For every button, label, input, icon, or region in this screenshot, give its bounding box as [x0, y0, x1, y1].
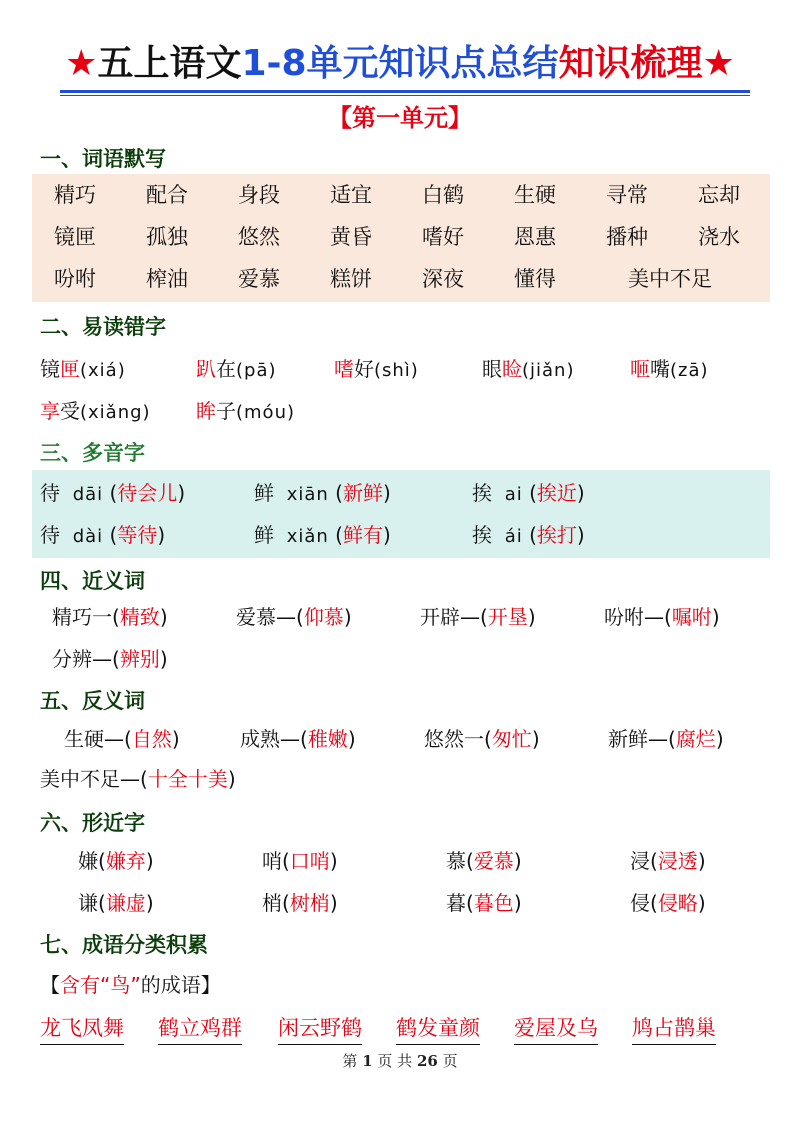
word-cell: 榨油 — [146, 267, 188, 291]
title-part3: 知识梳理 — [558, 43, 703, 84]
polyphone-item: 鲜 xiān (新鲜) — [254, 481, 391, 505]
unit-label: 【第一单元】 — [328, 104, 472, 132]
word-cell: 恩惠 — [514, 225, 556, 249]
word-cell: 生硬 — [514, 183, 556, 207]
synonym-item: 开辟—(开垦) — [420, 605, 536, 629]
polyphone-item: 挨 ái (挨打) — [472, 523, 585, 547]
word-cell: 美中不足 — [628, 267, 712, 291]
similar-char-item: 慕(爱慕) — [446, 849, 522, 873]
polyphone-item: 鲜 xiǎn (鲜有) — [254, 523, 391, 547]
idiom-item: 鹤发童颜 — [396, 1012, 480, 1045]
section5-heading: 五、反义词 — [40, 689, 145, 713]
misread-item: 趴在(pā) — [196, 357, 277, 381]
section7-heading: 七、成语分类积累 — [40, 933, 208, 957]
title-underline-thin — [60, 95, 750, 96]
similar-char-item: 嫌(嫌弃) — [78, 849, 154, 873]
synonym-item: 吩咐—(嘱咐) — [604, 605, 720, 629]
word-cell: 忘却 — [698, 183, 740, 207]
word-cell: 悠然 — [238, 225, 280, 249]
polyphone-item: 待 dài (等待) — [40, 523, 166, 547]
page-number: 第 1 页 共 26 页 — [342, 1052, 458, 1070]
similar-char-item: 谦(谦虚) — [78, 891, 154, 915]
star-left-icon: ★ — [65, 43, 98, 84]
word-cell: 寻常 — [606, 183, 648, 207]
title-part1: 五上语文 — [97, 43, 242, 84]
word-cell: 播种 — [606, 225, 648, 249]
word-cell: 孤独 — [146, 225, 188, 249]
section4-heading: 四、近义词 — [40, 569, 145, 593]
misread-item: 眸子(móu) — [196, 399, 295, 423]
synonym-item: 精巧一(精致) — [52, 605, 168, 629]
similar-char-item: 暮(暮色) — [446, 891, 522, 915]
similar-char-item: 哨(口哨) — [262, 849, 338, 873]
antonym-item: 悠然一(匆忙) — [424, 727, 540, 751]
page-title — [40, 36, 760, 92]
word-cell: 浇水 — [698, 225, 740, 249]
polyphone-item: 待 dāi (待会儿) — [40, 481, 186, 505]
misread-item: 镜匣(xiá) — [40, 357, 126, 381]
word-cell: 配合 — [146, 183, 188, 207]
idiom-item: 爱屋及乌 — [514, 1012, 598, 1045]
section1-heading: 一、词语默写 — [40, 147, 166, 171]
synonym-item: 分辨—(辨别) — [52, 647, 168, 671]
section1-word-box — [32, 174, 770, 302]
word-cell: 深夜 — [422, 267, 464, 291]
similar-char-item: 侵(侵略) — [630, 891, 706, 915]
section3-box — [32, 470, 770, 558]
misread-item: 眼睑(jiǎn) — [482, 357, 575, 381]
antonym-item: 美中不足—(十全十美) — [40, 767, 236, 791]
similar-char-item: 梢(树梢) — [262, 891, 338, 915]
idiom-item: 闲云野鹤 — [278, 1012, 362, 1045]
word-cell: 适宜 — [330, 183, 372, 207]
synonym-item: 爱慕—(仰慕) — [236, 605, 352, 629]
word-cell: 嗜好 — [422, 225, 464, 249]
polyphone-item: 挨 ai (挨近) — [472, 481, 585, 505]
section6-heading: 六、形近字 — [40, 811, 145, 835]
word-cell: 吩咐 — [54, 267, 96, 291]
idiom-item: 鸠占鹊巢 — [632, 1012, 716, 1045]
title-underline — [60, 90, 750, 93]
word-cell: 爱慕 — [238, 267, 280, 291]
antonym-item: 成熟—(稚嫩) — [240, 727, 356, 751]
star-right-icon: ★ — [702, 43, 735, 84]
antonym-item: 新鲜—(腐烂) — [608, 727, 724, 751]
title-part2: 1-8单元知识点总结 — [241, 43, 559, 84]
word-cell: 懂得 — [514, 267, 556, 291]
idiom-item: 龙飞凤舞 — [40, 1012, 124, 1045]
word-cell: 白鹤 — [422, 183, 464, 207]
word-cell: 糕饼 — [330, 267, 372, 291]
word-cell: 精巧 — [54, 183, 96, 207]
misread-item: 咂嘴(zā) — [630, 357, 709, 381]
word-cell: 身段 — [238, 183, 280, 207]
misread-item: 嗜好(shì) — [334, 357, 419, 381]
idiom-item: 鹤立鸡群 — [158, 1012, 242, 1045]
section3-heading: 三、多音字 — [40, 441, 145, 465]
section2-heading: 二、易读错字 — [40, 315, 166, 339]
idiom-category-label: 【含有“鸟”的成语】 — [40, 973, 221, 997]
word-cell: 黄昏 — [330, 225, 372, 249]
antonym-item: 生硬—(自然) — [64, 727, 180, 751]
similar-char-item: 浸(浸透) — [630, 849, 706, 873]
misread-item: 享受(xiǎng) — [40, 399, 151, 423]
word-cell: 镜匣 — [54, 225, 96, 249]
